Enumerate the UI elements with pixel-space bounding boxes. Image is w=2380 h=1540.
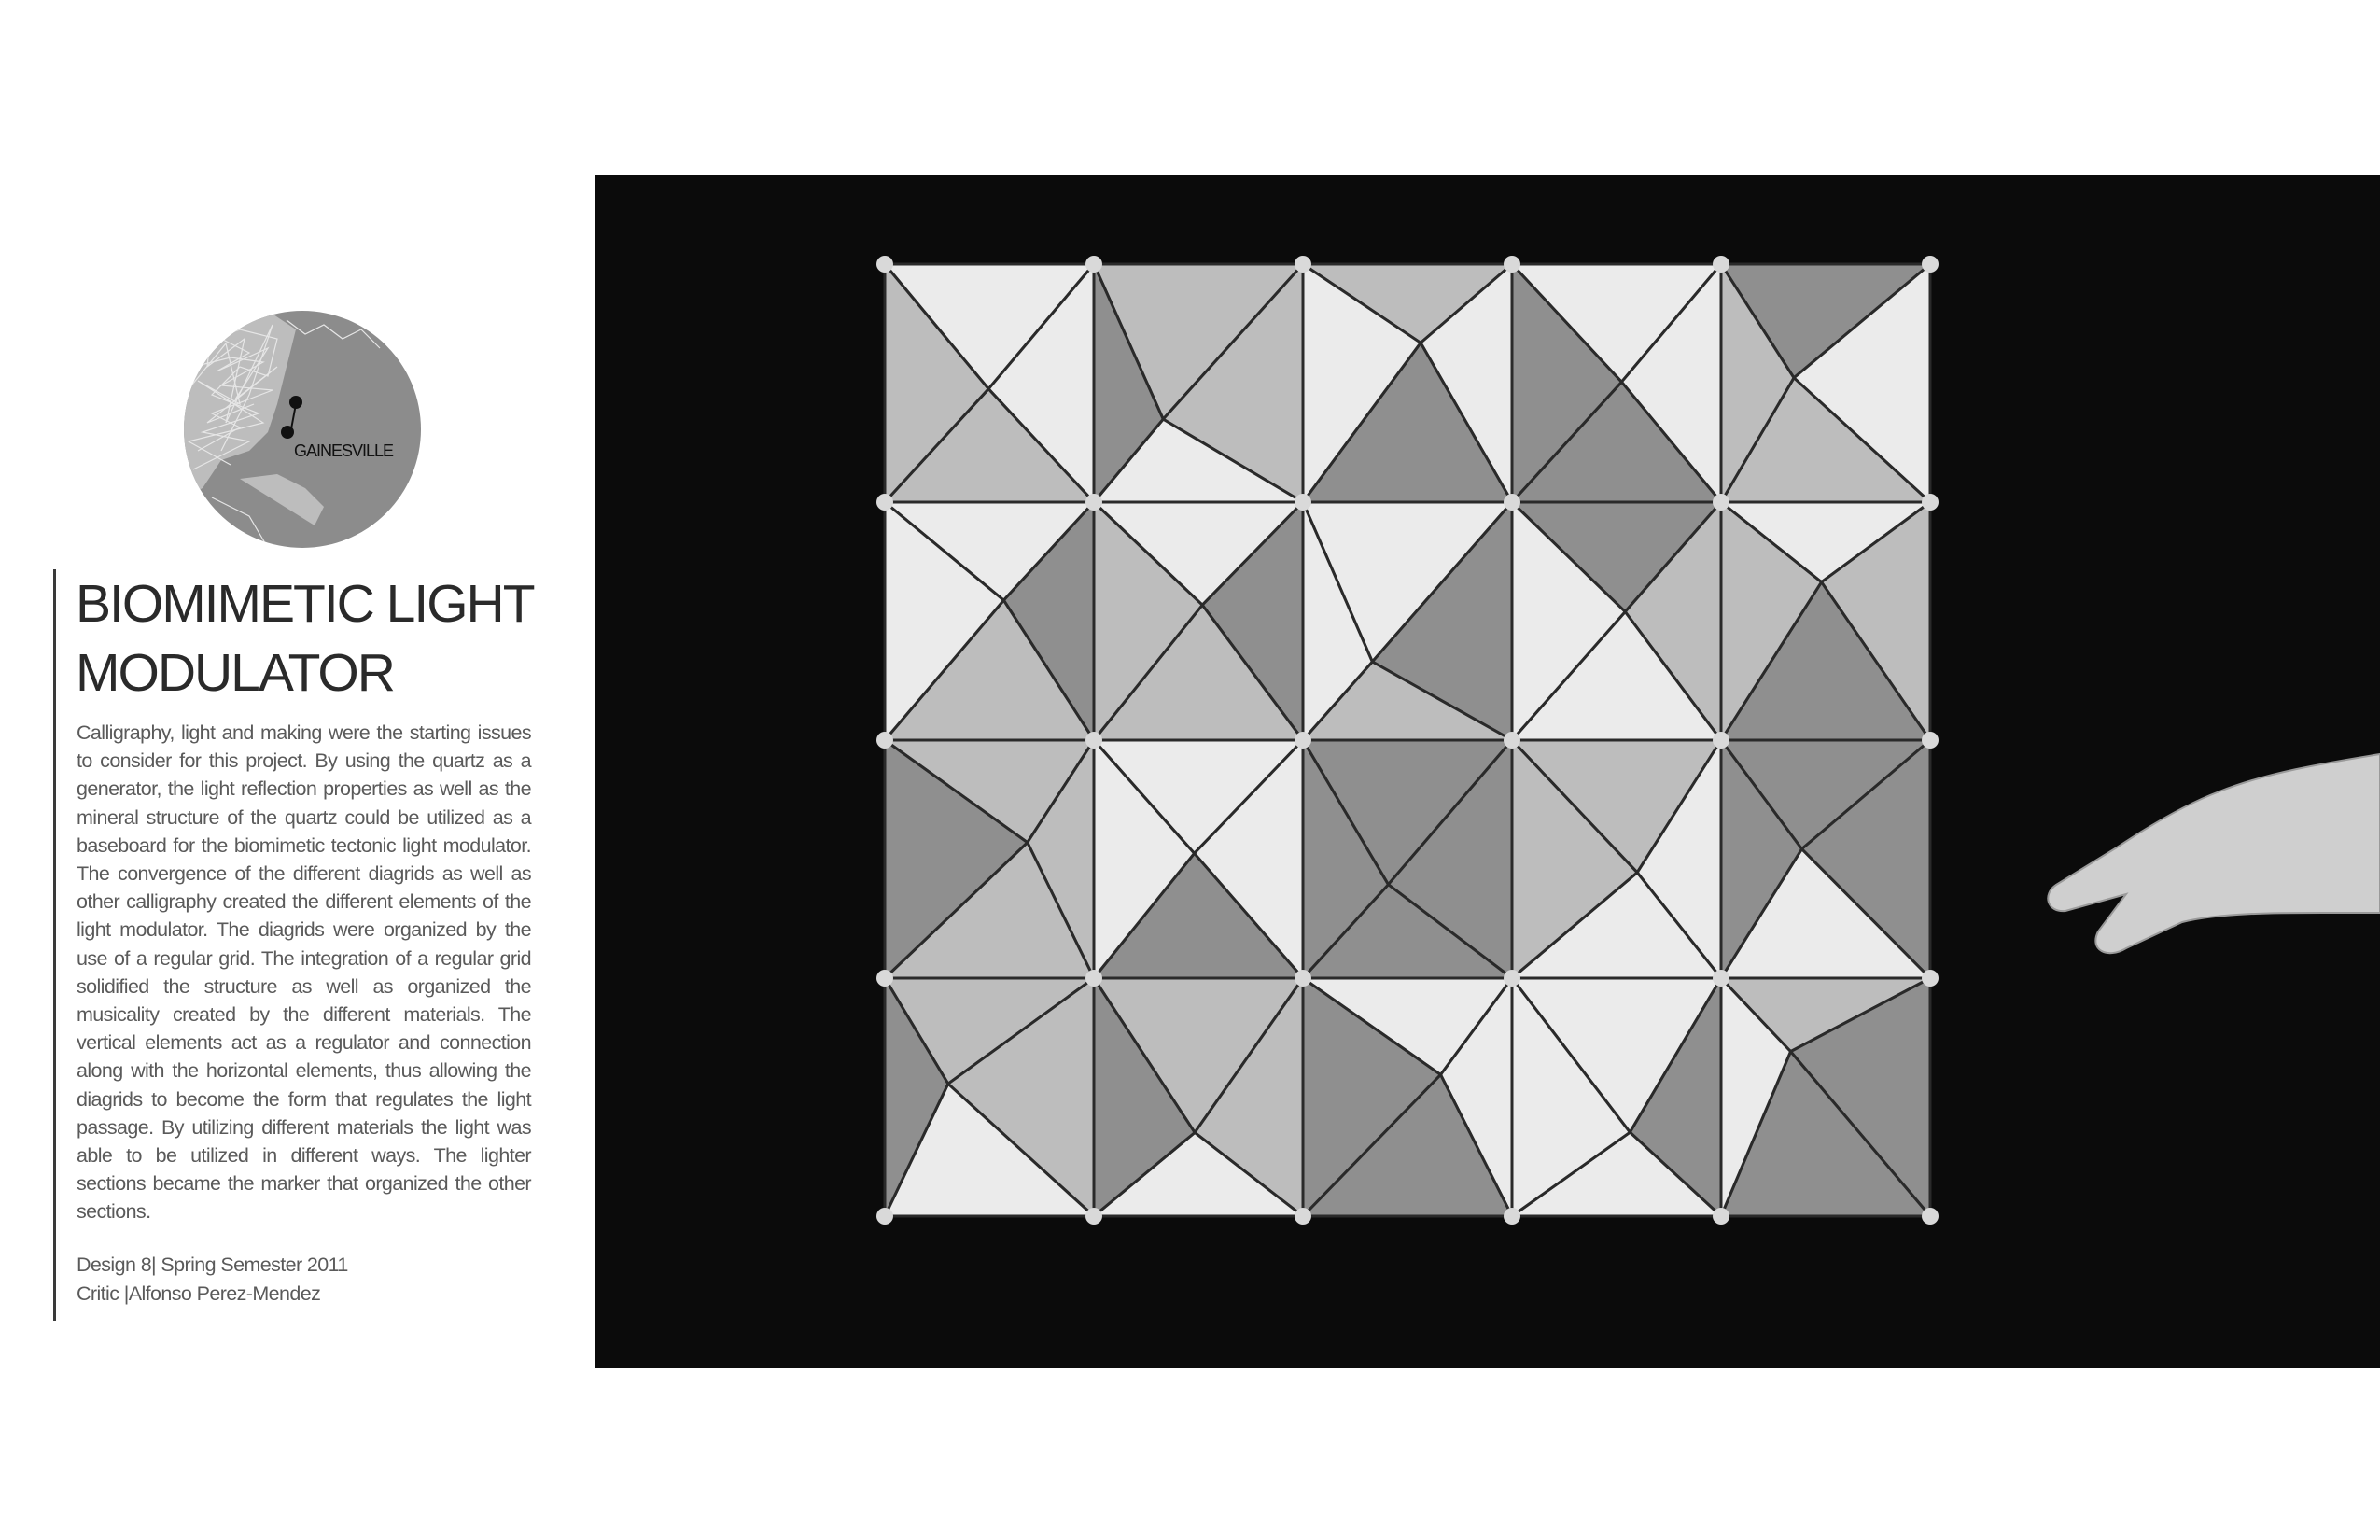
location-map-badge	[184, 311, 421, 548]
connector-joint	[1922, 494, 1939, 511]
connector-joint	[1713, 494, 1729, 511]
connector-joint	[1922, 1208, 1939, 1225]
connector-joint	[1713, 732, 1729, 749]
connector-joint	[1295, 970, 1311, 987]
connector-joint	[1922, 256, 1939, 273]
connector-joint	[1504, 494, 1520, 511]
title-line-2: MODULATOR	[76, 643, 394, 703]
connector-joint	[1085, 1208, 1102, 1225]
connector-joint	[876, 732, 893, 749]
connector-joint	[1713, 1208, 1729, 1225]
connector-joint	[1713, 970, 1729, 987]
connector-joint	[1504, 1208, 1520, 1225]
connector-joint	[1504, 970, 1520, 987]
connector-joint	[1295, 1208, 1311, 1225]
connector-joint	[1713, 256, 1729, 273]
connector-joint	[876, 256, 893, 273]
connector-joint	[1085, 494, 1102, 511]
connector-joint	[1295, 494, 1311, 511]
connector-joint	[1504, 732, 1520, 749]
connector-joint	[1504, 256, 1520, 273]
hand	[2048, 754, 2380, 953]
project-credits	[77, 1251, 525, 1309]
credit-design: Design 8| Spring Semester 2011	[77, 1253, 348, 1276]
origin-marker	[289, 396, 302, 409]
connector-joint	[1295, 256, 1311, 273]
project-text-column	[53, 569, 534, 1321]
connector-joint	[876, 1208, 893, 1225]
model-photograph	[595, 175, 2380, 1368]
connector-joint	[876, 494, 893, 511]
gainesville-label: GAINESVILLE	[294, 441, 394, 460]
credit-critic: Critic |Alfonso Perez-Mendez	[77, 1282, 321, 1305]
connector-joint	[1085, 256, 1102, 273]
connector-joint	[1922, 970, 1939, 987]
connector-joint	[876, 970, 893, 987]
connector-joint	[1295, 732, 1311, 749]
title-line-1: BIOMIMETIC LIGHT	[76, 574, 534, 634]
connector-joint	[1085, 732, 1102, 749]
project-description: Calligraphy, light and making were the starting issues to consider for this project. By using the quartz as a generator, the light reflection properties as well as the mineral structure of the quartz could be utilized as a baseboard for the biomimetic tectonic light modulator. The convergence of the different diagrids as well as other calligraphy created the different elements of the light modulator. The diagrids were organized by the use of a regular grid. The integration of a regular grid solidified the structure as well as organized the musicality created by the different materials. The vertical elements act as a regulator and connection along with the horizontal elements, thus allowing the diagrids to become the form that regulates the light passage. By utilizing different materials the light was able to be utilized in different ways. The lighter sections became the marker that organized the other sections.	[77, 721, 531, 1224]
gainesville-marker	[281, 426, 294, 439]
folded-panel-model	[595, 175, 2380, 1368]
connector-joint	[1922, 732, 1939, 749]
triangle-panel-grid	[876, 256, 1939, 1225]
globe-map-graphic	[184, 311, 421, 548]
project-title	[76, 569, 534, 707]
connector-joint	[1085, 970, 1102, 987]
